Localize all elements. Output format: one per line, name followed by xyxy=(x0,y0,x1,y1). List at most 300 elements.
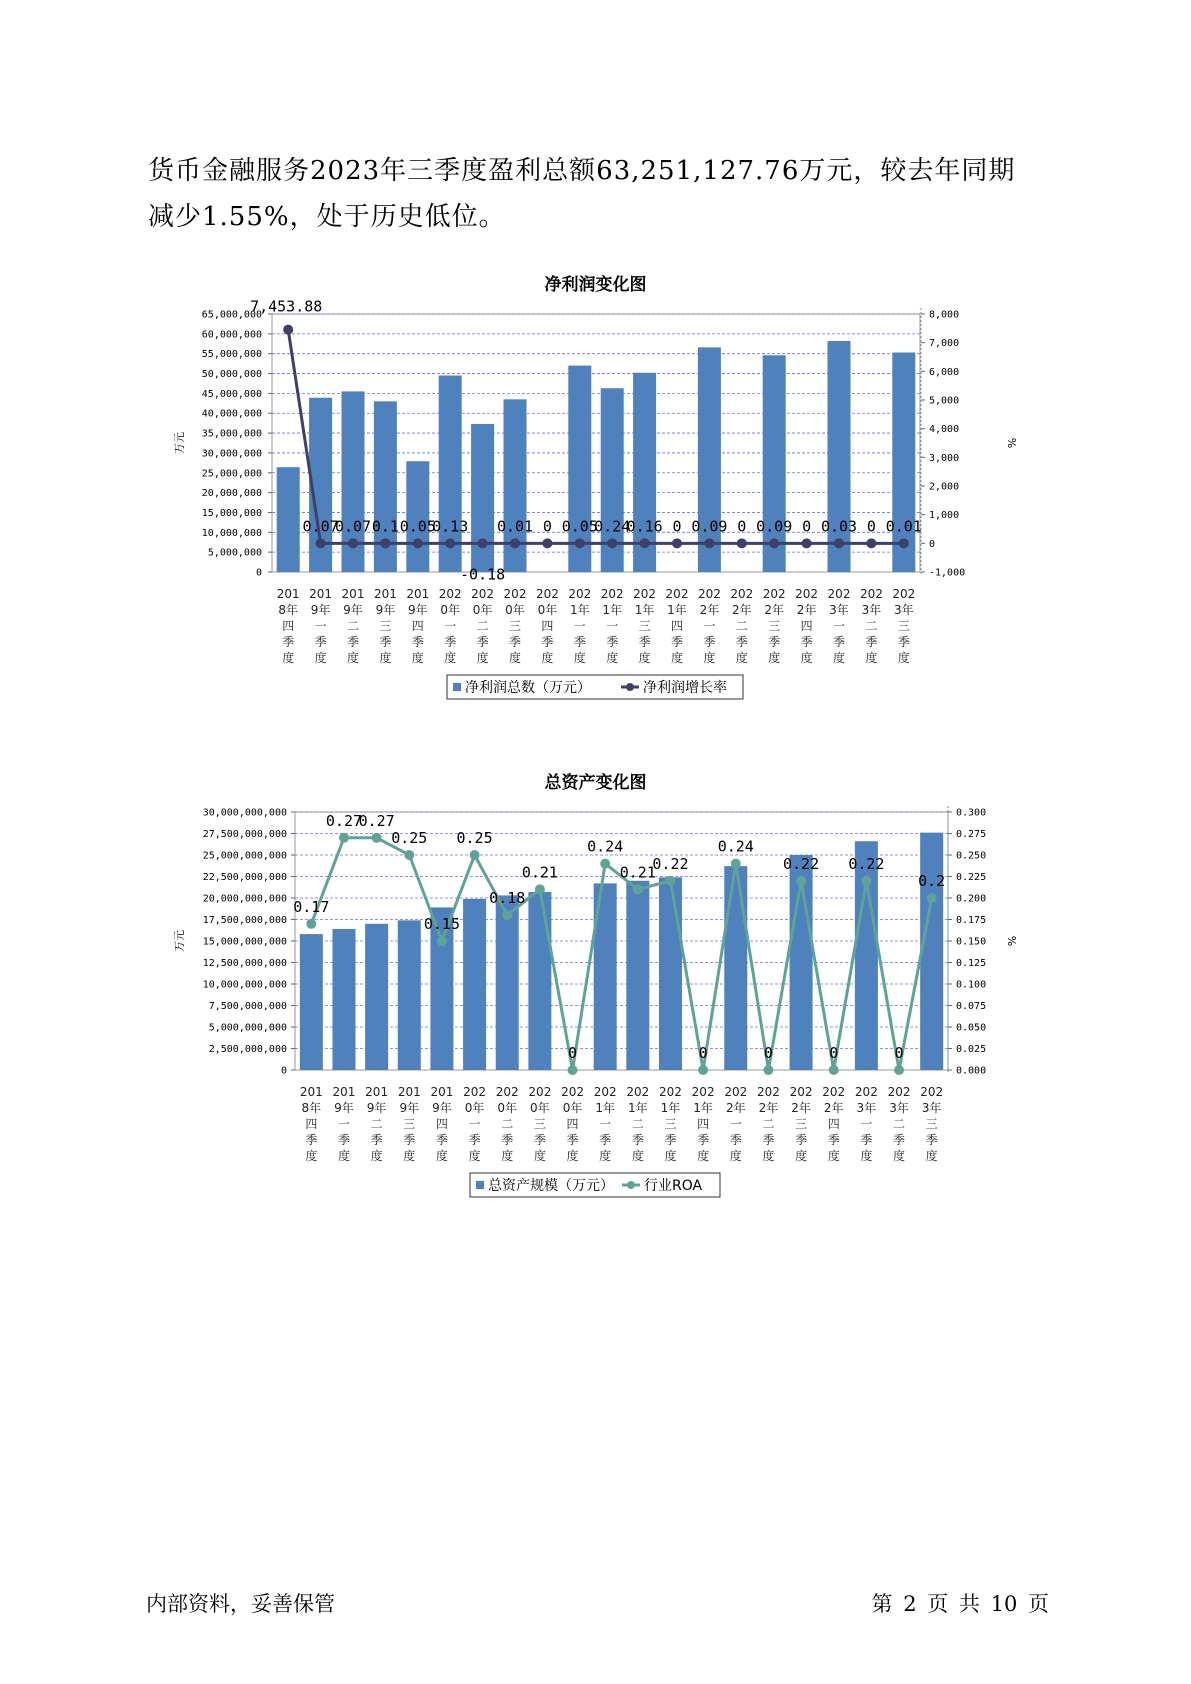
line-point xyxy=(769,538,779,548)
x-tick-line: 202 xyxy=(854,1085,878,1099)
line-point xyxy=(899,538,909,548)
x-tick-line: 季 xyxy=(566,1133,579,1147)
x-tick-line: 季 xyxy=(606,635,619,649)
x-tick-line: 季 xyxy=(893,1133,906,1147)
data-label: 0.01 xyxy=(885,517,922,536)
x-tick-line: 季 xyxy=(703,635,716,649)
x-tick-label xyxy=(333,1085,356,1163)
right-tick-label: 4,000 xyxy=(929,424,960,436)
x-tick-line: 2年 xyxy=(823,1101,844,1115)
data-label: 0.07 xyxy=(302,517,339,536)
x-tick-label xyxy=(594,1085,617,1163)
bar xyxy=(471,424,494,572)
x-tick-line: 季 xyxy=(670,635,684,649)
right-tick-label: 8,000 xyxy=(929,309,960,321)
x-tick-line: 202 xyxy=(568,587,592,601)
y-axis-right-label: % xyxy=(1005,437,1018,449)
data-label: 0.09 xyxy=(756,517,793,536)
x-tick-label xyxy=(277,587,300,665)
line-point xyxy=(380,538,390,548)
line-point xyxy=(437,936,447,946)
summary-line-2: 减少1.55%，处于历史低位。 xyxy=(148,202,506,232)
right-tick-label: 6,000 xyxy=(929,366,960,378)
x-tick-line: 度 xyxy=(800,651,813,665)
x-tick-line: 202 xyxy=(633,587,657,601)
data-label: 0 xyxy=(802,517,812,536)
x-tick-line: 2年 xyxy=(758,1101,779,1115)
x-tick-line: 度 xyxy=(444,651,457,665)
x-tick-line: 度 xyxy=(606,651,619,665)
x-tick-label xyxy=(471,587,494,665)
right-tick-label: 5,000 xyxy=(929,395,960,407)
x-tick-line: 一 xyxy=(314,619,327,633)
x-tick-line: 季 xyxy=(729,1133,742,1147)
x-tick-line: 度 xyxy=(703,651,716,665)
x-tick-line: 9年 xyxy=(407,603,428,617)
right-tick-label: 0.125 xyxy=(956,958,987,969)
x-tick-line: 2年 xyxy=(764,603,785,617)
x-tick-line: 一 xyxy=(703,619,716,633)
x-tick-line: 四 xyxy=(435,1117,448,1131)
right-tick-label: 0.025 xyxy=(956,1044,987,1055)
legend-line-label: 行业ROA xyxy=(644,1178,703,1194)
x-tick-line: 季 xyxy=(860,1133,873,1147)
x-tick-line: 二 xyxy=(370,1117,383,1131)
x-tick-line: 季 xyxy=(533,1133,546,1147)
legend-line-marker xyxy=(626,683,634,691)
x-tick-line: 2年 xyxy=(725,1101,746,1115)
right-tick-label: 0.150 xyxy=(956,936,987,948)
x-tick-label xyxy=(822,1085,845,1163)
bar xyxy=(300,934,323,1070)
x-tick-line: 三 xyxy=(925,1117,938,1131)
y-axis-left-label: 万元 xyxy=(173,930,186,952)
data-label: 7,453.88 xyxy=(250,300,323,316)
x-tick-line: 四 xyxy=(541,619,554,633)
x-tick-line: 季 xyxy=(403,1133,416,1147)
x-tick-line: 季 xyxy=(468,1133,481,1147)
x-tick-line: 201 xyxy=(373,587,397,601)
left-tick-label: 10,000,000,000 xyxy=(202,979,287,991)
x-tick-line: 9年 xyxy=(343,603,363,617)
x-tick-line: 季 xyxy=(795,1133,808,1147)
line-point xyxy=(535,884,545,894)
x-tick-line: 四 xyxy=(411,619,424,633)
x-tick-label xyxy=(730,587,753,665)
x-tick-label xyxy=(439,587,462,665)
x-tick-line: 三 xyxy=(897,619,910,633)
x-tick-line: 季 xyxy=(925,1133,938,1147)
x-tick-line: 一 xyxy=(606,619,619,633)
line-point xyxy=(763,1065,773,1075)
legend-bar-label: 总资产规模（万元） xyxy=(488,1178,614,1194)
x-tick-label xyxy=(300,1085,323,1163)
x-tick-line: 3年 xyxy=(893,603,914,617)
x-tick-label xyxy=(374,587,397,665)
x-tick-line: 一 xyxy=(860,1117,873,1131)
right-tick-label: 0.000 xyxy=(956,1065,987,1077)
line-point xyxy=(470,850,480,860)
line-point xyxy=(665,876,675,886)
data-label: 0 xyxy=(763,1044,773,1062)
data-label: 0.18 xyxy=(489,889,526,908)
x-tick-line: 季 xyxy=(541,635,554,649)
x-tick-label xyxy=(666,587,689,665)
data-label: 0.25 xyxy=(391,829,428,847)
data-label: 0.13 xyxy=(432,517,469,536)
left-tick-label: 45,000,000 xyxy=(201,388,262,400)
summary-line-1: 货币金融服务2023年三季度盈利总额63,251,127.76万元，较去年同期 xyxy=(148,156,1016,186)
data-label: 0.25 xyxy=(456,829,493,847)
y-axis-right-label: % xyxy=(1005,935,1018,947)
right-tick-label: 0.050 xyxy=(956,1022,987,1034)
x-tick-line: 度 xyxy=(795,1149,808,1163)
x-tick-line: 三 xyxy=(379,619,392,633)
x-tick-line: 1年 xyxy=(602,603,623,617)
x-tick-line: 三 xyxy=(795,1117,808,1131)
x-tick-line: 202 xyxy=(822,1085,846,1099)
x-tick-line: 度 xyxy=(697,1149,710,1163)
bar xyxy=(724,866,747,1070)
x-tick-line: 度 xyxy=(670,651,684,665)
x-tick-line: 季 xyxy=(631,1133,644,1147)
x-tick-label xyxy=(659,1085,682,1163)
x-tick-line: 202 xyxy=(535,587,559,601)
x-tick-line: 度 xyxy=(468,1149,481,1163)
x-tick-label xyxy=(496,1085,519,1163)
x-tick-line: 四 xyxy=(566,1117,579,1131)
x-tick-line: 三 xyxy=(664,1117,677,1131)
right-tick-label: 0 xyxy=(929,538,936,550)
bar xyxy=(855,841,878,1070)
x-tick-line: 1年 xyxy=(595,1101,615,1115)
data-label: 0.21 xyxy=(619,863,656,882)
line-point xyxy=(413,538,423,548)
x-tick-line: 度 xyxy=(346,651,360,665)
line-point xyxy=(575,538,585,548)
data-label: 0.27 xyxy=(325,811,363,830)
line-point xyxy=(861,876,871,886)
x-tick-line: 一 xyxy=(468,1117,481,1131)
x-tick-line: 1年 xyxy=(667,603,687,617)
x-tick-line: 一 xyxy=(729,1117,742,1131)
line-point xyxy=(704,538,714,548)
x-tick-label xyxy=(724,1085,747,1163)
x-tick-line: 度 xyxy=(599,1149,612,1163)
line-point xyxy=(927,893,937,903)
x-tick-line: 度 xyxy=(925,1149,938,1163)
x-tick-line: 二 xyxy=(893,1117,906,1131)
x-tick-line: 3年 xyxy=(921,1101,942,1115)
x-tick-line: 9年 xyxy=(310,603,331,617)
bar xyxy=(496,895,519,1070)
line-point xyxy=(542,538,552,548)
x-tick-line: 度 xyxy=(897,651,910,665)
x-tick-label xyxy=(855,1085,878,1163)
data-label: 0 xyxy=(866,517,876,536)
x-tick-line: 0年 xyxy=(562,1101,583,1115)
x-tick-line: 季 xyxy=(444,635,457,649)
data-label: 0.07 xyxy=(334,517,372,536)
x-tick-line: 季 xyxy=(370,1133,383,1147)
x-tick-line: 三 xyxy=(638,619,651,633)
x-tick-line: 季 xyxy=(282,635,295,649)
left-tick-label: 50,000,000 xyxy=(201,369,262,381)
x-tick-line: 一 xyxy=(444,619,457,633)
line-point xyxy=(372,833,382,843)
x-tick-line: 201 xyxy=(365,1085,389,1099)
line-point xyxy=(445,538,455,548)
footer-confidential: 内部资料，妥善保管 xyxy=(146,1592,335,1616)
x-tick-line: 季 xyxy=(768,635,781,649)
x-tick-line: 度 xyxy=(282,651,295,665)
line-point xyxy=(316,538,326,548)
data-label: 0.01 xyxy=(496,517,534,536)
x-tick-line: 202 xyxy=(463,1085,487,1099)
data-label: 0.05 xyxy=(399,517,436,536)
x-tick-line: 202 xyxy=(561,1085,584,1099)
x-tick-line: 度 xyxy=(337,1149,350,1163)
x-tick-line: 季 xyxy=(664,1133,677,1147)
left-tick-label: 40,000,000 xyxy=(201,408,262,420)
bar xyxy=(365,924,388,1070)
x-tick-line: 201 xyxy=(430,1085,454,1099)
line-point xyxy=(672,538,682,548)
x-tick-line: 2年 xyxy=(699,603,720,617)
x-tick-line: 季 xyxy=(411,635,424,649)
x-tick-line: 202 xyxy=(859,587,883,601)
x-tick-line: 度 xyxy=(541,651,554,665)
x-tick-line: 季 xyxy=(476,635,489,649)
x-tick-label xyxy=(698,587,721,665)
x-tick-line: 季 xyxy=(379,635,392,649)
x-tick-line: 201 xyxy=(332,1085,356,1099)
line-point xyxy=(339,833,349,843)
x-tick-line: 202 xyxy=(697,587,721,601)
line-point xyxy=(404,850,414,860)
x-tick-label xyxy=(790,1085,813,1163)
x-tick-line: 202 xyxy=(730,587,754,601)
y-axis-left-label: 万元 xyxy=(173,432,186,454)
x-tick-line: 0年 xyxy=(464,1101,485,1115)
data-label: 0 xyxy=(698,1044,708,1062)
data-label: 0.22 xyxy=(783,854,820,873)
right-tick-label: 0.075 xyxy=(956,1001,987,1012)
x-tick-line: 9年 xyxy=(375,603,396,617)
x-tick-line: 度 xyxy=(403,1149,416,1163)
x-tick-line: 202 xyxy=(659,1085,682,1099)
x-tick-label xyxy=(920,1085,943,1163)
x-tick-line: 季 xyxy=(573,635,586,649)
x-tick-line: 二 xyxy=(762,1117,775,1131)
x-tick-line: 季 xyxy=(314,635,327,649)
x-tick-line: 度 xyxy=(476,651,489,665)
x-tick-line: 9年 xyxy=(399,1101,420,1115)
x-tick-line: 201 xyxy=(309,587,333,601)
line-point xyxy=(640,538,650,548)
right-tick-label: 7,000 xyxy=(929,338,960,350)
left-tick-label: 2,500,000,000 xyxy=(208,1044,287,1055)
right-tick-label: 2,000 xyxy=(929,481,960,493)
x-tick-line: 202 xyxy=(600,587,624,601)
x-tick-label xyxy=(795,587,818,665)
x-tick-line: 季 xyxy=(435,1133,448,1147)
data-label: 0.09 xyxy=(691,517,728,536)
bar xyxy=(918,833,946,1070)
left-tick-label: 10,000,000 xyxy=(201,527,262,539)
x-tick-line: 201 xyxy=(276,587,300,601)
right-tick-label: 0.100 xyxy=(956,979,987,991)
x-tick-line: 0年 xyxy=(440,603,461,617)
x-tick-line: 202 xyxy=(827,587,851,601)
x-tick-line: 季 xyxy=(508,635,522,649)
x-tick-line: 度 xyxy=(762,1149,775,1163)
bar xyxy=(528,892,551,1070)
x-tick-line: 8年 xyxy=(278,603,299,617)
x-tick-line: 202 xyxy=(626,1085,650,1099)
left-tick-label: 5,000,000,000 xyxy=(208,1022,287,1034)
x-tick-line: 201 xyxy=(341,587,365,601)
x-tick-line: 季 xyxy=(305,1133,318,1147)
left-tick-label: 15,000,000 xyxy=(201,507,262,519)
x-tick-line: 202 xyxy=(756,1085,780,1099)
x-tick-line: 1年 xyxy=(634,603,655,617)
bar xyxy=(626,881,649,1070)
x-tick-line: 度 xyxy=(370,1149,383,1163)
right-tick-label: 3,000 xyxy=(929,452,960,464)
data-label: 0 xyxy=(542,517,552,536)
x-tick-line: 季 xyxy=(865,635,878,649)
x-tick-line: 度 xyxy=(435,1149,448,1163)
x-tick-label xyxy=(692,1085,715,1163)
x-tick-line: 202 xyxy=(795,587,819,601)
x-tick-line: 二 xyxy=(631,1117,644,1131)
legend-bar-swatch xyxy=(476,1181,484,1189)
data-label: -0.18 xyxy=(460,565,506,584)
left-tick-label: 25,000,000 xyxy=(201,468,262,480)
x-tick-line: 季 xyxy=(337,1133,350,1147)
bar xyxy=(463,899,486,1070)
x-tick-label xyxy=(528,1085,551,1163)
left-tick-label: 0 xyxy=(255,567,262,579)
x-tick-line: 三 xyxy=(768,619,781,633)
x-tick-line: 9年 xyxy=(432,1101,452,1115)
x-tick-line: 度 xyxy=(501,1149,514,1163)
line-point xyxy=(502,910,512,920)
data-label: 0.24 xyxy=(717,837,754,856)
x-tick-line: 季 xyxy=(346,635,360,649)
data-label: 0.16 xyxy=(626,517,663,536)
total-assets-chart xyxy=(0,798,1191,1218)
x-tick-line: 四 xyxy=(305,1117,318,1131)
left-tick-label: 15,000,000,000 xyxy=(202,936,287,948)
left-tick-label: 20,000,000,000 xyxy=(202,893,287,905)
line-point xyxy=(866,538,876,548)
x-tick-line: 0年 xyxy=(505,603,525,617)
x-tick-line: 2年 xyxy=(791,1101,811,1115)
x-tick-line: 一 xyxy=(599,1117,612,1131)
line-point xyxy=(348,538,358,548)
x-tick-line: 四 xyxy=(670,619,684,633)
x-tick-line: 度 xyxy=(566,1149,579,1163)
x-tick-line: 季 xyxy=(897,635,910,649)
bar xyxy=(659,877,682,1070)
x-tick-line: 度 xyxy=(314,651,327,665)
left-tick-label: 20,000,000 xyxy=(201,488,262,500)
data-label: 0.05 xyxy=(561,517,598,536)
chart-title-total-assets: 总资产变化图 xyxy=(544,773,647,793)
x-tick-line: 度 xyxy=(729,1149,742,1163)
data-label: 0.03 xyxy=(820,517,858,536)
x-tick-line: 一 xyxy=(573,619,586,633)
bar xyxy=(398,920,421,1070)
data-label: 0.2 xyxy=(918,872,946,890)
x-tick-label xyxy=(860,587,883,665)
x-tick-line: 0年 xyxy=(530,1101,550,1115)
x-tick-line: 季 xyxy=(599,1133,612,1147)
x-tick-line: 度 xyxy=(411,651,424,665)
x-tick-line: 2年 xyxy=(796,603,817,617)
line-point xyxy=(834,538,844,548)
x-tick-line: 3年 xyxy=(861,603,882,617)
x-tick-line: 202 xyxy=(495,1085,519,1099)
data-label: 0 xyxy=(737,517,747,536)
data-label: 0 xyxy=(829,1044,839,1062)
x-tick-line: 202 xyxy=(438,587,462,601)
x-tick-line: 度 xyxy=(827,1149,840,1163)
x-tick-label xyxy=(406,587,429,665)
x-tick-line: 9年 xyxy=(334,1101,354,1115)
data-label: 0 xyxy=(894,1044,904,1062)
left-tick-label: 65,000,000 xyxy=(201,309,262,321)
x-tick-line: 季 xyxy=(762,1133,775,1147)
x-tick-line: 1年 xyxy=(628,1101,648,1115)
x-tick-line: 三 xyxy=(533,1117,546,1131)
x-tick-line: 201 xyxy=(299,1085,323,1099)
left-tick-label: 60,000,000 xyxy=(201,329,262,341)
line-point xyxy=(306,919,316,929)
data-label: 0 xyxy=(568,1044,578,1062)
line-point xyxy=(802,538,812,548)
x-tick-line: 季 xyxy=(697,1133,710,1147)
x-tick-label xyxy=(536,587,559,665)
legend-bar-swatch xyxy=(453,683,461,691)
line-point xyxy=(633,884,643,894)
bar xyxy=(828,341,851,572)
x-tick-label xyxy=(365,1085,388,1163)
x-tick-line: 度 xyxy=(379,651,392,665)
x-tick-line: 度 xyxy=(768,651,781,665)
left-tick-label: 12,500,000,000 xyxy=(202,958,287,969)
x-tick-line: 度 xyxy=(533,1149,546,1163)
x-tick-line: 二 xyxy=(476,619,489,633)
x-tick-line: 一 xyxy=(337,1117,350,1131)
net-profit-chart xyxy=(0,300,1191,720)
x-tick-label xyxy=(633,587,656,665)
x-tick-line: 四 xyxy=(697,1117,710,1131)
right-tick-label: 0.225 xyxy=(956,872,987,883)
x-tick-line: 度 xyxy=(860,1149,873,1163)
left-tick-label: 22,500,000,000 xyxy=(202,872,287,883)
x-tick-line: 202 xyxy=(471,587,495,601)
x-tick-line: 度 xyxy=(865,651,878,665)
x-tick-line: 三 xyxy=(508,619,522,633)
right-tick-label: 1,000 xyxy=(929,510,960,522)
x-tick-line: 一 xyxy=(832,619,846,633)
x-tick-label xyxy=(504,587,527,665)
left-tick-label: 7,500,000,000 xyxy=(208,1001,287,1012)
left-tick-label: 27,500,000,000 xyxy=(202,829,287,840)
